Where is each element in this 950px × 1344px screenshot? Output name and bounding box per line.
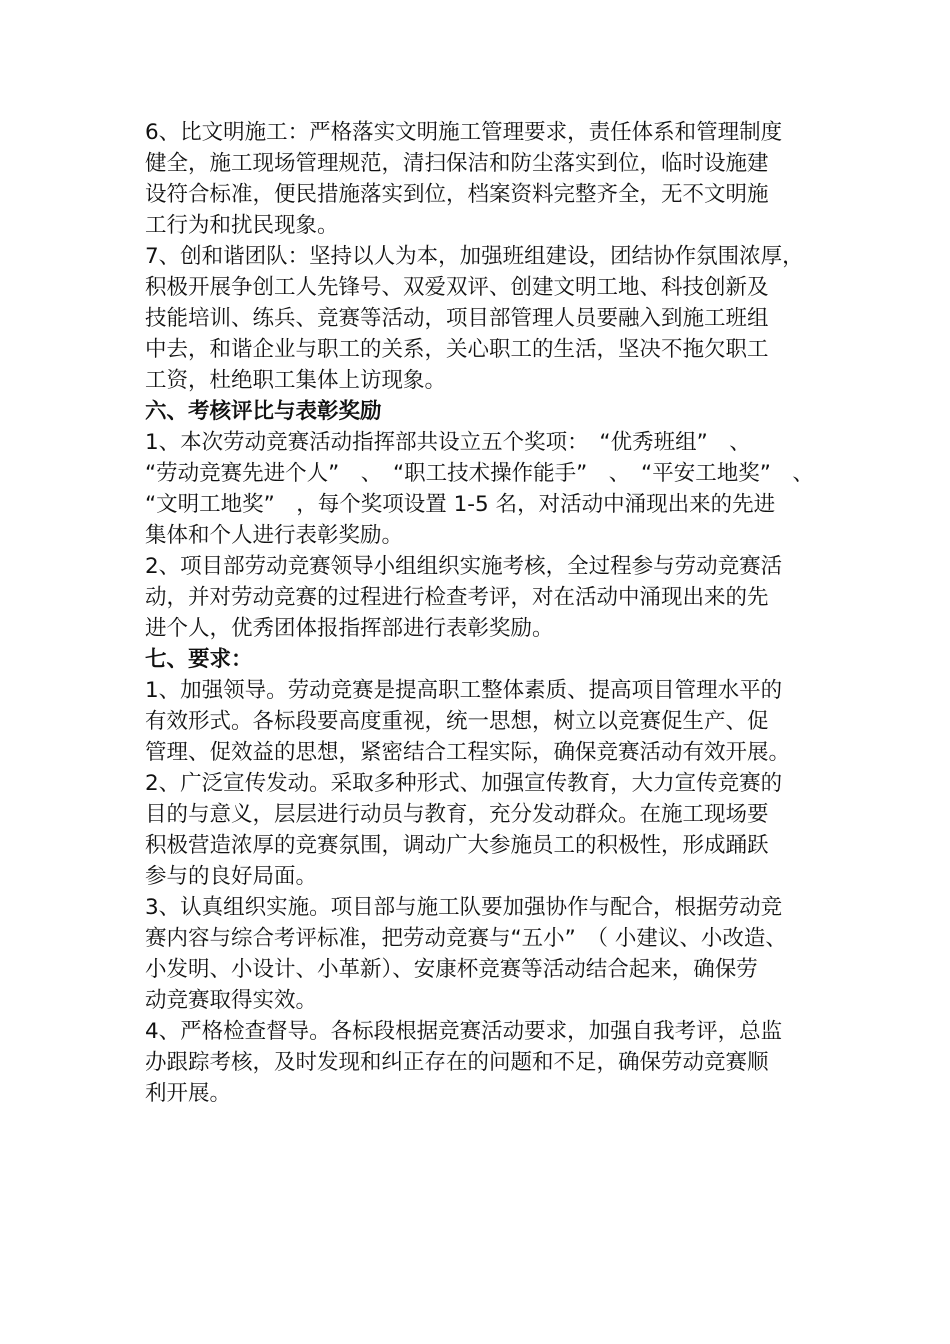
text-line: 技能培训、练兵、竞赛等活动，项目部管理人员要融入到施工班组 bbox=[145, 306, 769, 331]
text-line: 2、广泛宣传发动。采取多种形式、加强宣传教育，大力宣传竞赛的 bbox=[145, 771, 783, 796]
text-line: 小发明、小设计、小革新）、安康杯竞赛等活动结合起来，确保劳 bbox=[145, 957, 758, 982]
text-line: 利开展。 bbox=[145, 1081, 232, 1106]
text-line: 动，并对劳动竞赛的过程进行检查考评，对在活动中涌现出来的先 bbox=[145, 585, 769, 610]
text-line: 7、创和谐团队：坚持以人为本，加强班组建设，团结协作氛围浓厚， bbox=[145, 244, 804, 269]
text-line: 办跟踪考核，及时发现和纠正存在的问题和不足，确保劳动竞赛顺 bbox=[145, 1050, 769, 1075]
text-line: 工资，杜绝职工集体上访现象。 bbox=[145, 368, 447, 393]
text-line: 1、本次劳动竞赛活动指挥部共设立五个奖项： “优秀班组” 、 bbox=[145, 430, 751, 455]
text-line: 设符合标准，便民措施落实到位，档案资料完整齐全，无不文明施 bbox=[145, 182, 769, 207]
text-line: 进个人，优秀团体报指挥部进行表彰奖励。 bbox=[145, 616, 554, 641]
text-line: “文明工地奖” ，每个奖项设置 1-5 名，对活动中涌现出来的先进 bbox=[145, 492, 776, 517]
text-line: 工行为和扰民现象。 bbox=[145, 213, 339, 238]
text-line: “劳动竞赛先进个人” 、 “职工技术操作能手” 、 “平安工地奖” 、 bbox=[145, 461, 814, 486]
text-line: 2、项目部劳动竞赛领导小组组织实施考核，全过程参与劳动竞赛活 bbox=[145, 554, 783, 579]
text-line: 有效形式。各标段要高度重视，统一思想，树立以竞赛促生产、促 bbox=[145, 709, 769, 734]
text-line: 中去，和谐企业与职工的关系，关心职工的生活，坚决不拖欠职工 bbox=[145, 337, 769, 362]
text-line: 赛内容与综合考评标准，把劳动竞赛与“五小” （ 小建议、小改造、 bbox=[145, 926, 787, 951]
text-line: 目的与意义，层层进行动员与教育，充分发动群众。在施工现场要 bbox=[145, 802, 769, 827]
text-line: 6、比文明施工：严格落实文明施工管理要求，责任体系和管理制度 bbox=[145, 120, 783, 145]
text-line: 参与的良好局面。 bbox=[145, 864, 318, 889]
section-heading: 七、要求： bbox=[145, 647, 253, 672]
document-body bbox=[145, 117, 825, 1109]
text-line: 积极营造浓厚的竞赛氛围，调动广大参施员工的积极性，形成踊跃 bbox=[145, 833, 769, 858]
text-line: 4、严格检查督导。各标段根据竞赛活动要求，加强自我考评，总监 bbox=[145, 1019, 783, 1044]
section-heading: 六、考核评比与表彰奖励 bbox=[145, 399, 382, 424]
text-line: 积极开展争创工人先锋号、双爱双评、创建文明工地、科技创新及 bbox=[145, 275, 769, 300]
text-line: 3、认真组织实施。项目部与施工队要加强协作与配合，根据劳动竞 bbox=[145, 895, 783, 920]
text-line: 1、加强领导。劳动竞赛是提高职工整体素质、提高项目管理水平的 bbox=[145, 678, 783, 703]
text-line: 管理、促效益的思想，紧密结合工程实际，确保竞赛活动有效开展。 bbox=[145, 740, 791, 765]
text-line: 健全，施工现场管理规范，清扫保洁和防尘落实到位，临时设施建 bbox=[145, 151, 769, 176]
text-line: 集体和个人进行表彰奖励。 bbox=[145, 523, 404, 548]
text-line: 动竞赛取得实效。 bbox=[145, 988, 318, 1013]
